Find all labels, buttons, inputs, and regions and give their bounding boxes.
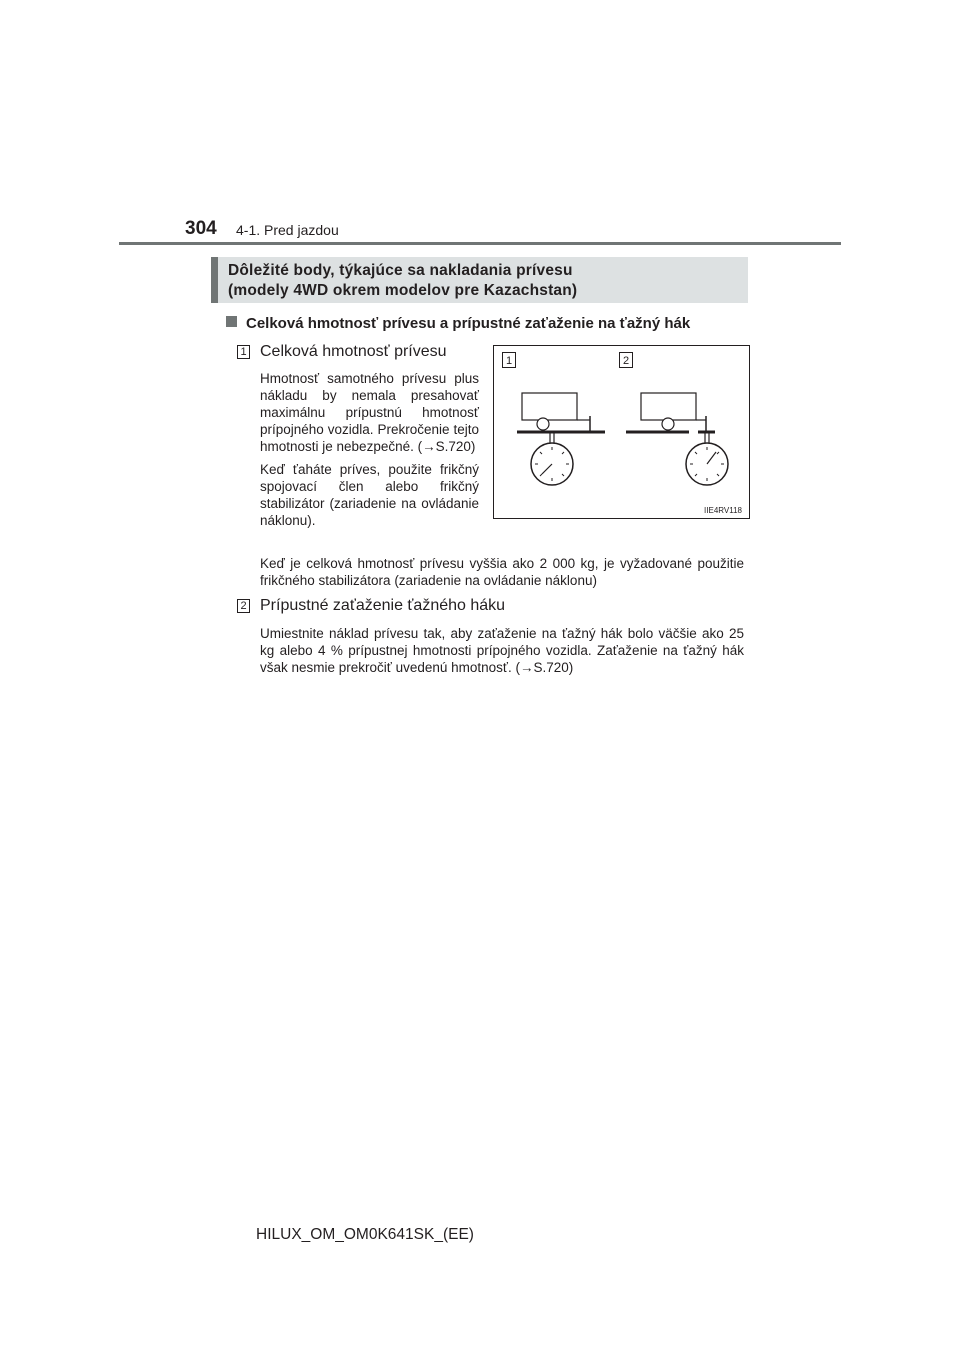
trailer-wheel-icon bbox=[537, 418, 549, 430]
item-1-paragraph-2: Keď ťaháte príves, použite frikčný spojovací člen alebo frikčný stabilizátor (zariadenie na ovládanie náklonu). bbox=[260, 462, 479, 528]
item-2-number-badge: 2 bbox=[237, 599, 250, 613]
subheading-text: Celková hmotnosť prívesu a prípustné zaťaženie na ťažný hák bbox=[246, 315, 691, 332]
item-1-paragraph-1: Hmotnosť samotného prívesu plus nákladu by nemala presahovať maximálnu prípustnú hmotnosť prípojného vozidla. Prekročenie tejto hmotnosti je nebezpečné. (→S.720) bbox=[260, 371, 479, 454]
figure-code: IIE4RV118 bbox=[704, 506, 742, 515]
document-footer: HILUX_OM_OM0K641SK_(EE) bbox=[256, 1226, 474, 1243]
trailer-body-icon-2 bbox=[641, 393, 696, 420]
figure-label-2-text: 2 bbox=[622, 355, 630, 367]
item-1-paragraph-3: Keď je celková hmotnosť prívesu vyššia ako 2 000 kg, je vyžadované použitie frikčného stabilizátora (zariadenie na ovládanie náklonu) bbox=[260, 556, 744, 588]
item-2-title: Prípustné zaťaženie ťažného háku bbox=[260, 597, 506, 614]
chapter-title: 4-1. Pred jazdou bbox=[236, 222, 339, 238]
header-rule bbox=[119, 242, 841, 245]
subheading bbox=[226, 315, 690, 333]
figure-label-1-text: 1 bbox=[505, 355, 513, 367]
figure-label-2 bbox=[620, 353, 633, 368]
section-title-line2: (modely 4WD okrem modelov pre Kazachstan) bbox=[228, 282, 578, 299]
trailer-scale-illustration bbox=[493, 345, 750, 519]
item-1-number-badge: 1 bbox=[237, 345, 250, 359]
item-1-title: Celková hmotnosť prívesu bbox=[260, 343, 447, 360]
item-1-body bbox=[260, 370, 479, 535]
trailer-weight-figure bbox=[493, 345, 750, 519]
item-2-paragraph-1: Umiestnite náklad prívesu tak, aby zaťaženie na ťažný hák bolo väčšie ako 25 kg alebo 4 % prípustnej hmotnosti prípojného vozidla. Zaťaženie na ťažný hák však nesmie prekročiť uvedenú hmotnosť. (→S.720) bbox=[260, 626, 744, 675]
trailer-body-icon bbox=[522, 393, 577, 420]
figure-label-1 bbox=[503, 353, 516, 368]
square-bullet-icon bbox=[226, 316, 237, 327]
trailer-wheel-icon-2 bbox=[662, 418, 674, 430]
section-title-line1: Dôležité body, týkajúce sa nakladania prívesu bbox=[228, 262, 573, 279]
page-number: 304 bbox=[185, 218, 217, 239]
section-title-box bbox=[211, 257, 748, 303]
